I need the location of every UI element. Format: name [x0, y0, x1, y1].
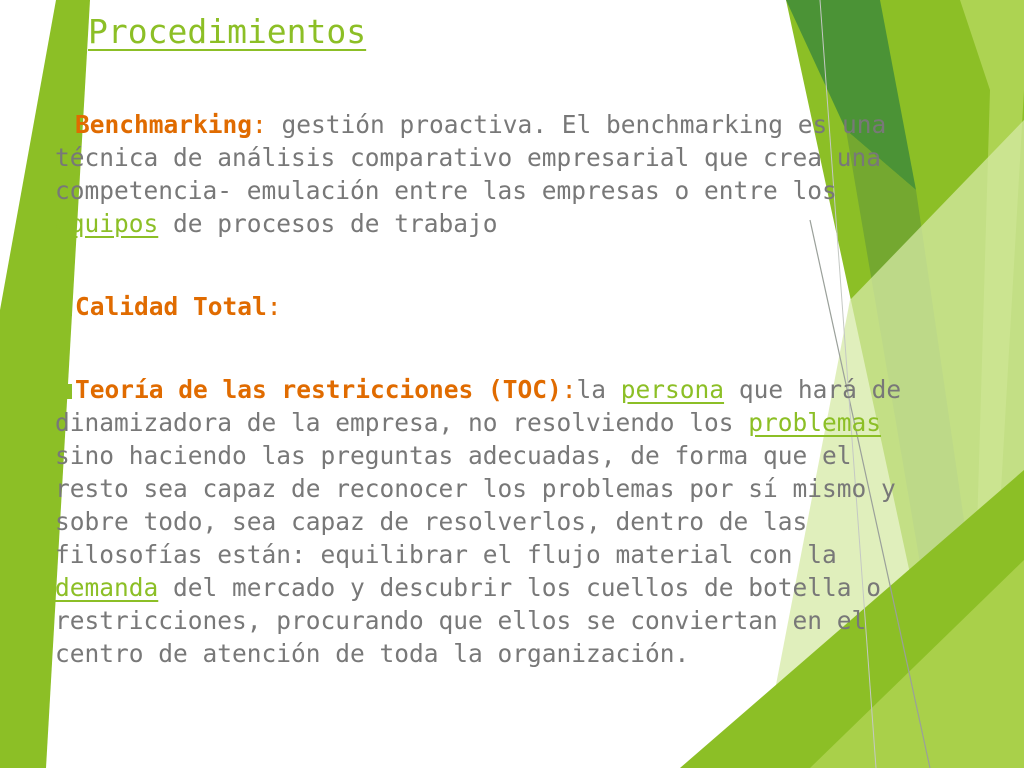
bullet-item-toc [55, 373, 935, 670]
term-toc: Teoría de las restricciones (TOC) [75, 375, 562, 404]
link-persona[interactable]: persona [620, 375, 725, 404]
bullet-list [55, 108, 935, 670]
item-text: la [576, 375, 621, 404]
item-text: gestión proactiva. El benchmarking es una técnica de análisis comparativo empresarial que crea una competencia- emulación entre las empresas o entre los [55, 110, 887, 205]
item-text: que hará de dinamizadora de la empresa, no resolviendo los [55, 375, 902, 437]
square-bullet-icon [57, 384, 72, 399]
link-problemas[interactable]: problemas [748, 408, 882, 437]
term-calidad-total: Calidad Total [75, 292, 267, 321]
bullet-item-benchmarking [55, 108, 935, 240]
term-colon: : [561, 375, 577, 404]
square-bullet-icon [57, 301, 72, 316]
term-colon: : [266, 292, 282, 321]
term-benchmarking: Benchmarking [75, 110, 253, 139]
term-colon: : [252, 110, 267, 139]
link-equipos[interactable]: equipos [55, 209, 159, 238]
square-bullet-icon [57, 119, 72, 134]
item-text: sino haciendo las preguntas adecuadas, de forma que el resto sea capaz de reconocer los problemas por sí mismo y sobre todo, sea capaz de resolverlos, dentro de las filosofías están: equilibrar el flujo material con la [55, 441, 896, 569]
item-text: del mercado y descubrir los cuellos de botella o restricciones, procurando que ellos se conviertan en el centro de atención de toda la organización. [55, 573, 882, 668]
bullet-item-calidad-total [55, 290, 935, 323]
link-demanda[interactable]: demanda [55, 573, 159, 602]
item-text: de procesos de trabajo [158, 209, 498, 238]
slide-title: Procedimientos [88, 12, 367, 51]
